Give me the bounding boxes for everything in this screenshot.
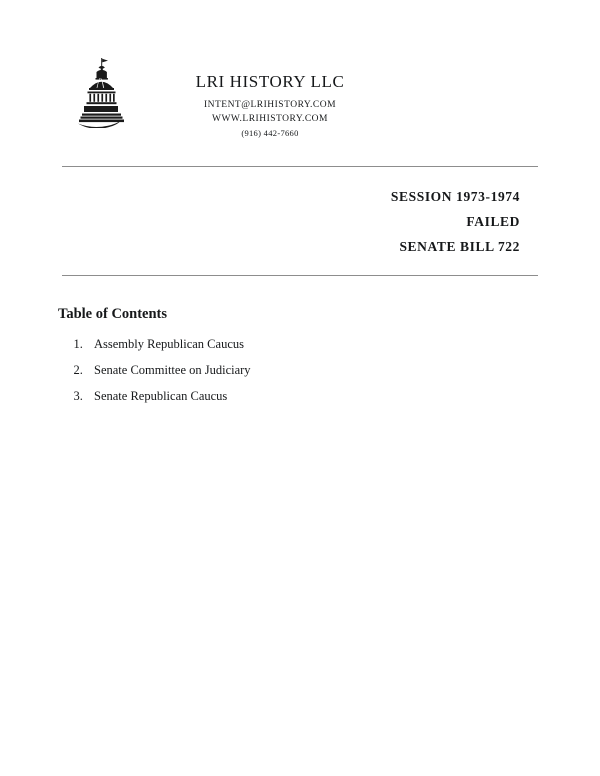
list-item[interactable]: [86, 363, 600, 378]
org-website: WWW.LRIHISTORY.COM: [212, 114, 328, 124]
session-info: [0, 167, 600, 255]
bill-number: SENATE BILL 722: [399, 239, 520, 254]
list-item[interactable]: [86, 389, 600, 404]
list-item[interactable]: [86, 337, 600, 352]
bill-status: FAILED: [466, 214, 520, 229]
logo-container: [0, 58, 150, 128]
toc-item-label: Senate Republican Caucus: [94, 389, 228, 403]
toc-item-label: Senate Committee on Judiciary: [94, 363, 251, 377]
org-info: [150, 58, 390, 138]
org-email: INTENT@LRIHISTORY.COM: [203, 100, 337, 110]
org-name: LRI HISTORY LLC: [195, 72, 345, 91]
letterhead: [0, 0, 600, 138]
session-term: SESSION 1973-1974: [390, 189, 520, 204]
toc-title: Table of Contents: [58, 306, 168, 322]
table-of-contents: [0, 276, 600, 404]
toc-item-label: Assembly Republican Caucus: [94, 337, 244, 351]
capitol-dome-logo-icon: [72, 58, 134, 128]
org-phone: (916) 442-7660: [241, 128, 299, 138]
toc-list: [58, 337, 600, 404]
